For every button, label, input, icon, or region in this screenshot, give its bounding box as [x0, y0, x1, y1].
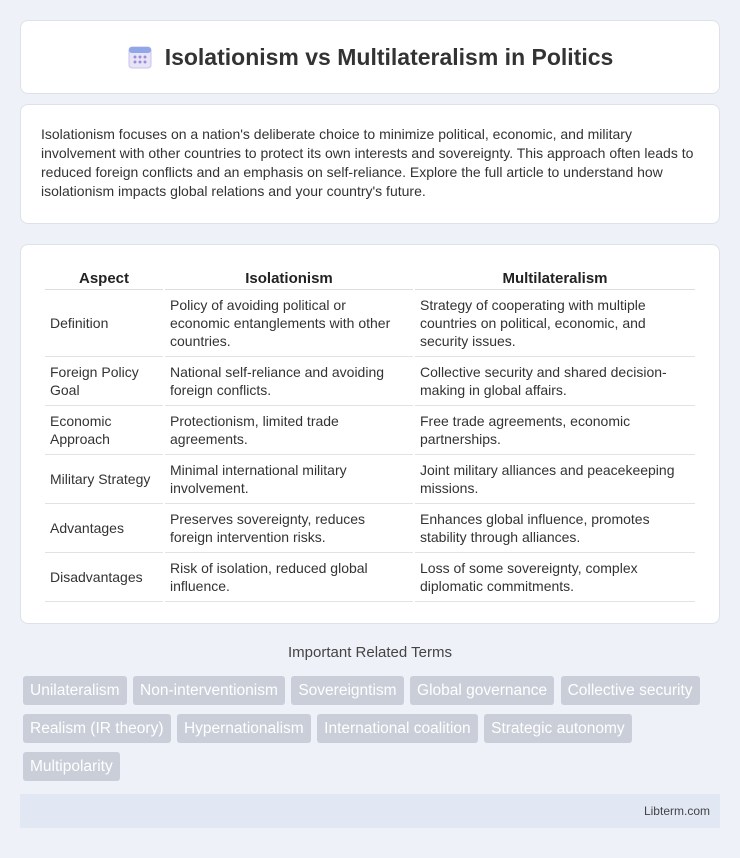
related-term-tag[interactable]: Multipolarity	[23, 752, 120, 781]
isolationism-cell: National self-reliance and avoiding foreign conflicts.	[165, 359, 413, 406]
table-row	[45, 555, 695, 602]
isolationism-cell: Minimal international military involvement.	[165, 457, 413, 504]
multilateralism-cell: Loss of some sovereignty, complex diplomatic commitments.	[415, 555, 695, 602]
page-title: Isolationism vs Multilateralism in Politics	[164, 43, 614, 70]
related-term-tag[interactable]: Collective security	[561, 676, 700, 705]
aspect-cell: Foreign Policy Goal	[45, 359, 163, 406]
related-terms-title: Important Related Terms	[288, 644, 452, 661]
related-term-tag[interactable]: Sovereigntism	[291, 676, 403, 705]
calendar-grid-icon	[127, 44, 153, 70]
table-row	[45, 359, 695, 406]
related-term-tag[interactable]: Hypernationalism	[177, 714, 311, 743]
isolationism-cell: Protectionism, limited trade agreements.	[165, 408, 413, 455]
multilateralism-cell: Free trade agreements, economic partnerships.	[415, 408, 695, 455]
aspect-cell: Economic Approach	[45, 408, 163, 455]
footer	[20, 794, 720, 828]
multilateralism-cell: Strategy of cooperating with multiple countries on political, economic, and security issues.	[415, 292, 695, 357]
related-term-tag[interactable]: Realism (IR theory)	[23, 714, 171, 743]
related-term-tag[interactable]: Unilateralism	[23, 676, 127, 705]
column-header-multilateralism: Multilateralism	[415, 267, 695, 290]
aspect-cell: Disadvantages	[45, 555, 163, 602]
footer-site-link[interactable]: Libterm.com	[643, 804, 710, 818]
isolationism-cell: Risk of isolation, reduced global influence.	[165, 555, 413, 602]
aspect-cell: Advantages	[45, 506, 163, 553]
table-row	[45, 292, 695, 357]
table-row	[45, 457, 695, 504]
comparison-table	[43, 265, 697, 604]
comparison-card	[20, 244, 720, 624]
intro-text: Isolationism focuses on a nation's deliberate choice to minimize political, economic, and military involvement with other countries to protect its own interests and sovereignty. This approach often leads to reduced foreign conflicts and an emphasis on self-reliance. Explore the full article to understand how isolationism impacts global relations and your country's future.	[41, 126, 694, 199]
column-header-aspect: Aspect	[45, 267, 163, 290]
column-header-isolationism: Isolationism	[165, 267, 413, 290]
table-row	[45, 408, 695, 455]
aspect-cell: Definition	[45, 292, 163, 357]
related-terms-list	[23, 676, 713, 790]
isolationism-cell: Policy of avoiding political or economic entanglements with other countries.	[165, 292, 413, 357]
isolationism-cell: Preserves sovereignty, reduces foreign intervention risks.	[165, 506, 413, 553]
related-term-tag[interactable]: International coalition	[317, 714, 478, 743]
multilateralism-cell: Joint military alliances and peacekeeping missions.	[415, 457, 695, 504]
table-row	[45, 506, 695, 553]
related-term-tag[interactable]: Non-interventionism	[133, 676, 285, 705]
intro-card	[20, 104, 720, 224]
header-card	[20, 20, 720, 94]
aspect-cell: Military Strategy	[45, 457, 163, 504]
multilateralism-cell: Enhances global influence, promotes stability through alliances.	[415, 506, 695, 553]
related-term-tag[interactable]: Global governance	[410, 676, 554, 705]
multilateralism-cell: Collective security and shared decision-making in global affairs.	[415, 359, 695, 406]
table-header-row	[45, 267, 695, 290]
related-term-tag[interactable]: Strategic autonomy	[484, 714, 632, 743]
